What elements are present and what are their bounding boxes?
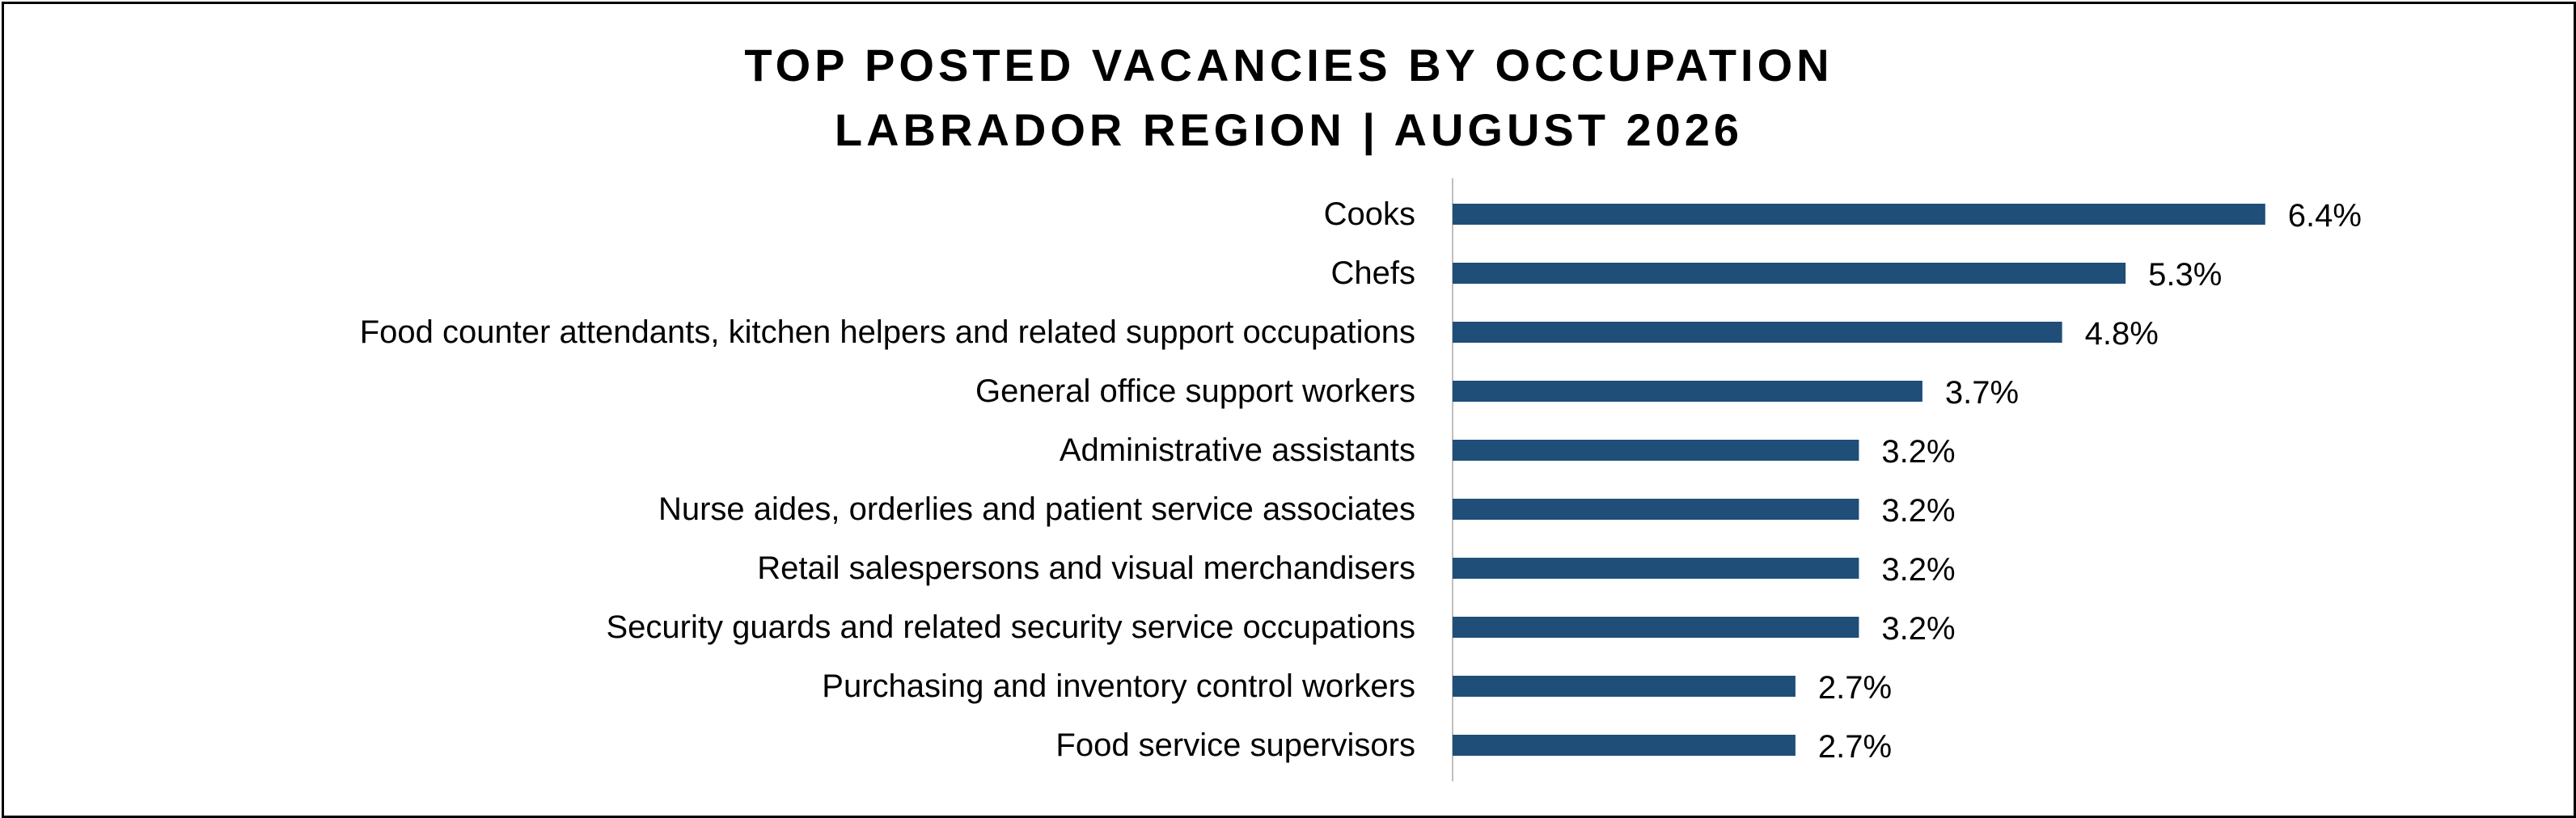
category-label: General office support workers — [975, 373, 1415, 409]
bar — [1453, 735, 1796, 756]
bar — [1453, 499, 1859, 520]
data-label: 2.7% — [1817, 729, 1893, 765]
data-label: 3.2% — [1881, 434, 1956, 470]
bar — [1453, 204, 2265, 225]
category-label: Administrative assistants — [1059, 432, 1415, 468]
category-label: Chefs — [1330, 255, 1415, 291]
chart-title: TOP POSTED VACANCIES BY OCCUPATION — [744, 40, 1834, 91]
bar — [1453, 676, 1796, 697]
data-label: 5.3% — [2148, 257, 2223, 293]
data-label: 3.2% — [1881, 493, 1956, 529]
bar — [1453, 558, 1859, 579]
category-label: Purchasing and inventory control workers — [822, 668, 1415, 704]
data-label: 4.8% — [2084, 316, 2159, 352]
chart-subtitle: LABRADOR REGION | AUGUST 2026 — [834, 104, 1744, 155]
bar — [1453, 263, 2126, 284]
category-label: Retail salespersons and visual merchandisers — [757, 550, 1415, 586]
bar — [1453, 322, 2062, 343]
category-label: Food counter attendants, kitchen helpers and related support occupations — [359, 314, 1415, 350]
category-label: Security guards and related security service occupations — [606, 609, 1415, 645]
bar — [1453, 617, 1859, 638]
bar — [1453, 440, 1859, 461]
category-label: Food service supervisors — [1055, 727, 1415, 763]
data-label: 3.2% — [1881, 611, 1956, 647]
category-label: Nurse aides, orderlies and patient service associates — [658, 491, 1415, 527]
data-label: 2.7% — [1817, 670, 1893, 706]
data-label: 3.2% — [1881, 552, 1956, 588]
bar — [1453, 381, 1922, 402]
data-label: 6.4% — [2287, 198, 2362, 234]
data-label: 3.7% — [1944, 375, 2020, 411]
category-label: Cooks — [1323, 196, 1415, 232]
